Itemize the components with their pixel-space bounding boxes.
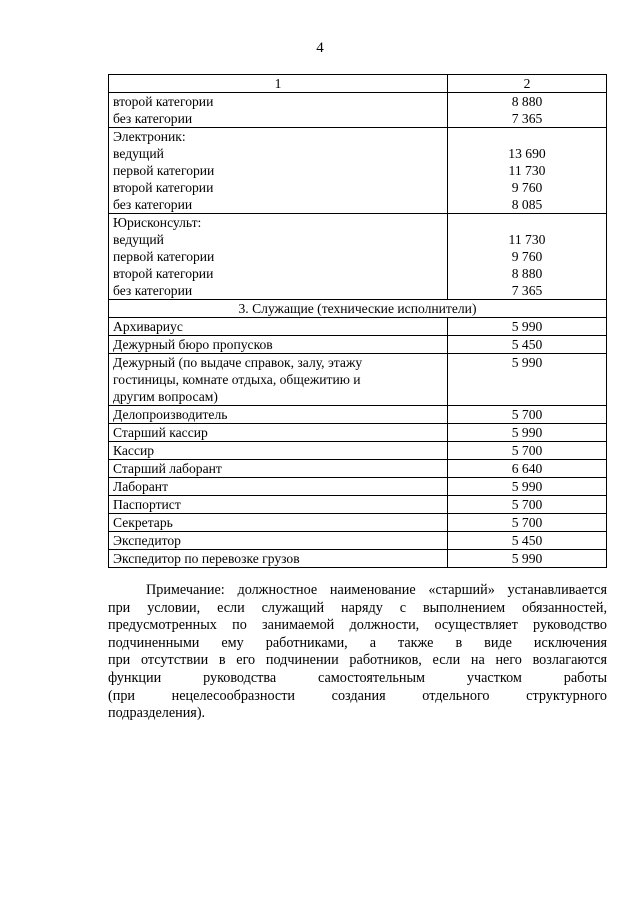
salary-value: 11 730	[508, 163, 546, 178]
table-row-group-legal	[109, 214, 607, 300]
table-row	[109, 424, 607, 442]
salary-value: 7 365	[511, 283, 543, 298]
salary-value: 5 990	[448, 424, 607, 442]
position-name: без категории	[113, 283, 193, 298]
group-title: Электроник:	[113, 129, 186, 144]
salary-value: 8 085	[511, 197, 543, 212]
position-name: второй категории	[113, 266, 214, 281]
position-name: второй категории	[113, 94, 214, 109]
spacer	[452, 214, 602, 231]
position-name: первой категории	[113, 249, 215, 264]
table-row	[109, 336, 607, 354]
column-header-2: 2	[448, 75, 607, 93]
salary-value: 8 880	[511, 266, 543, 281]
position-name-cell	[109, 214, 448, 300]
salary-value: 6 640	[448, 460, 607, 478]
table-row	[109, 354, 607, 406]
table-row	[109, 514, 607, 532]
note-paragraph	[108, 582, 607, 723]
position-name: Делопроизводитель	[109, 406, 448, 424]
salary-value: 7 365	[511, 111, 543, 126]
position-name: Старший лаборант	[109, 460, 448, 478]
table-row	[109, 478, 607, 496]
position-name: первой категории	[113, 163, 215, 178]
position-name: Лаборант	[109, 478, 448, 496]
salary-value: 5 700	[448, 496, 607, 514]
column-header-1: 1	[109, 75, 448, 93]
salary-value: 9 760	[511, 249, 543, 264]
group-title: Юрисконсульт:	[113, 215, 202, 230]
salary-value: 13 690	[508, 146, 546, 161]
salary-value-cell	[448, 128, 607, 214]
section-title: 3. Служащие (технические исполнители)	[109, 300, 607, 318]
note-line: при условии, если служащий наряду с выполнением обязанностей,	[108, 599, 607, 616]
salary-table	[108, 74, 607, 568]
table-row	[109, 532, 607, 550]
salary-value-cell	[448, 93, 607, 128]
note-line: предусмотренных по занимаемой должности, осуществляет руководство	[108, 617, 607, 634]
spacer	[452, 128, 602, 145]
position-name: Архивариус	[109, 318, 448, 336]
note-line: функции руководства самостоятельным участком работы	[108, 669, 607, 686]
note-line: (при нецелесообразности создания отдельного структурного	[108, 687, 607, 704]
salary-value: 11 730	[508, 232, 546, 247]
position-name: ведущий	[113, 232, 164, 247]
position-name: второй категории	[113, 180, 214, 195]
position-name-cell	[109, 354, 448, 406]
salary-value: 9 760	[511, 180, 543, 195]
section-header-row	[109, 300, 607, 318]
table-row	[109, 318, 607, 336]
salary-value: 5 700	[448, 514, 607, 532]
page-number: 4	[316, 40, 324, 56]
position-name: Паспортист	[109, 496, 448, 514]
note-line: подчиненными ему работниками, а также в виде исключения	[108, 634, 607, 651]
position-name-line: гостиницы, комнате отдыха, общежитию и	[113, 372, 361, 387]
note-line: подразделения).	[108, 705, 206, 722]
salary-value-cell	[448, 214, 607, 300]
salary-value: 5 700	[448, 406, 607, 424]
position-name: Секретарь	[109, 514, 448, 532]
table-header-row	[109, 75, 607, 93]
salary-value: 8 880	[511, 94, 543, 109]
salary-value: 5 990	[448, 550, 607, 568]
position-name: ведущий	[113, 146, 164, 161]
position-name: Экспедитор	[109, 532, 448, 550]
table-row-group-electronic	[109, 128, 607, 214]
position-name-cell	[109, 93, 448, 128]
table-row	[109, 496, 607, 514]
position-name: без категории	[113, 111, 193, 126]
position-name: Экспедитор по перевозке грузов	[109, 550, 448, 568]
table-row	[109, 93, 607, 128]
position-name: без категории	[113, 197, 193, 212]
note-line: при отсутствии в его подчинении работников, если на него возлагаются	[108, 652, 607, 669]
position-name-cell	[109, 128, 448, 214]
table-row	[109, 460, 607, 478]
salary-value: 5 700	[448, 442, 607, 460]
salary-value: 5 990	[448, 318, 607, 336]
position-name: Кассир	[109, 442, 448, 460]
position-name: Старший кассир	[109, 424, 448, 442]
position-name-line: другим вопросам)	[113, 389, 218, 404]
table-row	[109, 550, 607, 568]
table-row	[109, 442, 607, 460]
position-name: Дежурный бюро пропусков	[109, 336, 448, 354]
table-row	[109, 406, 607, 424]
salary-value: 5 450	[448, 532, 607, 550]
note-line: Примечание: должностное наименование «старший» устанавливается	[146, 582, 607, 598]
salary-value: 5 990	[448, 354, 607, 406]
position-name-line: Дежурный (по выдаче справок, залу, этажу	[113, 355, 363, 370]
salary-value: 5 990	[448, 478, 607, 496]
salary-value: 5 450	[448, 336, 607, 354]
